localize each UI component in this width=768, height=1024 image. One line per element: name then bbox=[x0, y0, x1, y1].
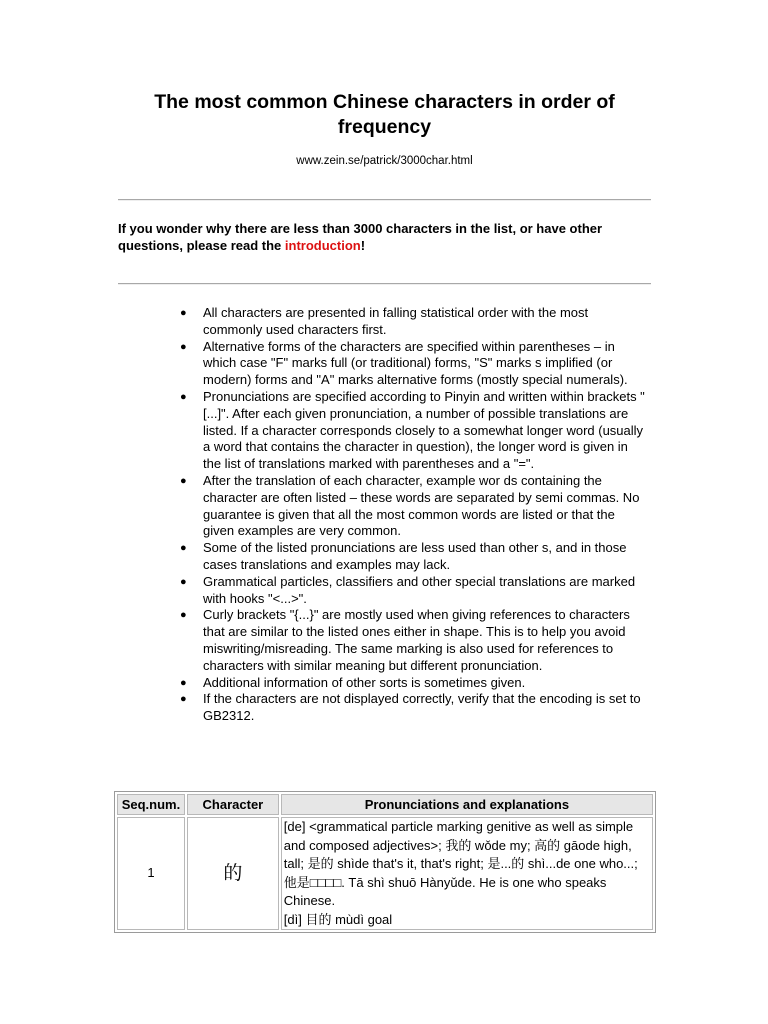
notes-list bbox=[178, 305, 646, 725]
seq-number-cell: 1 bbox=[117, 817, 185, 930]
introduction-link[interactable]: introduction bbox=[284, 237, 361, 253]
bullet-icon: ● bbox=[180, 474, 187, 487]
bullet-icon: ● bbox=[180, 390, 187, 403]
explanation-cell bbox=[281, 817, 653, 930]
divider-top bbox=[118, 199, 651, 201]
list-item-text: Additional information of other sorts is sometimes given. bbox=[203, 674, 526, 690]
list-item-text: Some of the listed pronunciations are less used than other s, and in those cases translations and examples may lack. bbox=[203, 540, 627, 572]
bullet-icon: ● bbox=[180, 609, 187, 622]
column-header-seq: Seq.num. bbox=[117, 794, 185, 815]
list-item bbox=[178, 305, 646, 339]
column-header-explanations: Pronunciations and explanations bbox=[281, 794, 653, 815]
list-item bbox=[178, 574, 646, 608]
bullet-icon: ● bbox=[180, 340, 187, 353]
intro-text: If you wonder why there are less than 3000 characters in the list, or have other questions, please read the bbox=[118, 221, 603, 253]
list-item-text: Alternative forms of the characters are specified within parentheses – in which case "F" marks full (or traditional) forms, "S" marks s implified (or modern) forms and "A" marks alternative forms (mostly special numerals). bbox=[203, 338, 628, 388]
column-header-character: Character bbox=[187, 794, 279, 815]
list-item-text: Pronunciations are specified according to Pinyin and written within brackets "[...]". After each given pronunciation, a number of possible translations are listed. If a character corresponds closely to a somewhat longer word (usually a word that contains the character in question), the longer word is given in the list of translations marked with parentheses and a "=". bbox=[203, 388, 645, 472]
list-item bbox=[178, 540, 646, 574]
source-url[interactable]: www.zein.se/patrick/3000char.html bbox=[296, 155, 473, 167]
list-item-text: If the characters are not displayed correctly, verify that the encoding is set to GB2312. bbox=[203, 691, 641, 724]
bullet-icon: ● bbox=[180, 542, 187, 555]
explanation-line: [de] <grammatical particle marking genitive as well as simple and composed adjectives>; 我的 wǒde my; 高的 gāode high, tall; 是的 shìde that's it, that's right; 是...的 shì...de one who...; 他是□□□□. Tā shì shuō Hànyǔde. He is one who speaks Chinese. bbox=[283, 819, 638, 908]
list-item bbox=[178, 473, 646, 540]
explanation-line: [dì] 目的 mùdì goal bbox=[283, 911, 393, 927]
bullet-icon: ● bbox=[180, 575, 187, 588]
intro-text-end: ! bbox=[360, 237, 366, 253]
table-header-row bbox=[117, 794, 653, 815]
list-item bbox=[178, 691, 646, 725]
list-item-text: All characters are presented in falling statistical order with the most commonly used characters first. bbox=[203, 305, 589, 337]
intro-paragraph bbox=[118, 221, 651, 254]
characters-table bbox=[114, 791, 656, 933]
list-item bbox=[178, 675, 646, 692]
page-title: The most common Chinese characters in order of frequency bbox=[154, 91, 615, 138]
bullet-icon: ● bbox=[180, 307, 187, 319]
list-item-text: Grammatical particles, classifiers and other special translations are marked with hooks "<...>". bbox=[203, 573, 636, 606]
bullet-icon: ● bbox=[180, 676, 187, 689]
list-item bbox=[178, 389, 646, 473]
character-cell: 的 bbox=[187, 817, 279, 930]
list-item-text: Curly brackets "{...}" are mostly used when giving references to characters that are similar to the listed ones either in shape. This is to help you avoid miswriting/misreading. The same marking is also used for references to characters with similar meaning but different pronunciation. bbox=[203, 607, 630, 673]
list-item-text: After the translation of each character, example wor ds containing the character are often listed – these words are separated by semi commas. No guarantee is given that all the most common words are listed or that the given examples are very common. bbox=[203, 472, 640, 539]
list-item bbox=[178, 339, 646, 389]
list-item bbox=[178, 607, 646, 674]
divider-bottom bbox=[118, 283, 651, 285]
bullet-icon: ● bbox=[180, 693, 187, 706]
table-row bbox=[117, 817, 653, 930]
